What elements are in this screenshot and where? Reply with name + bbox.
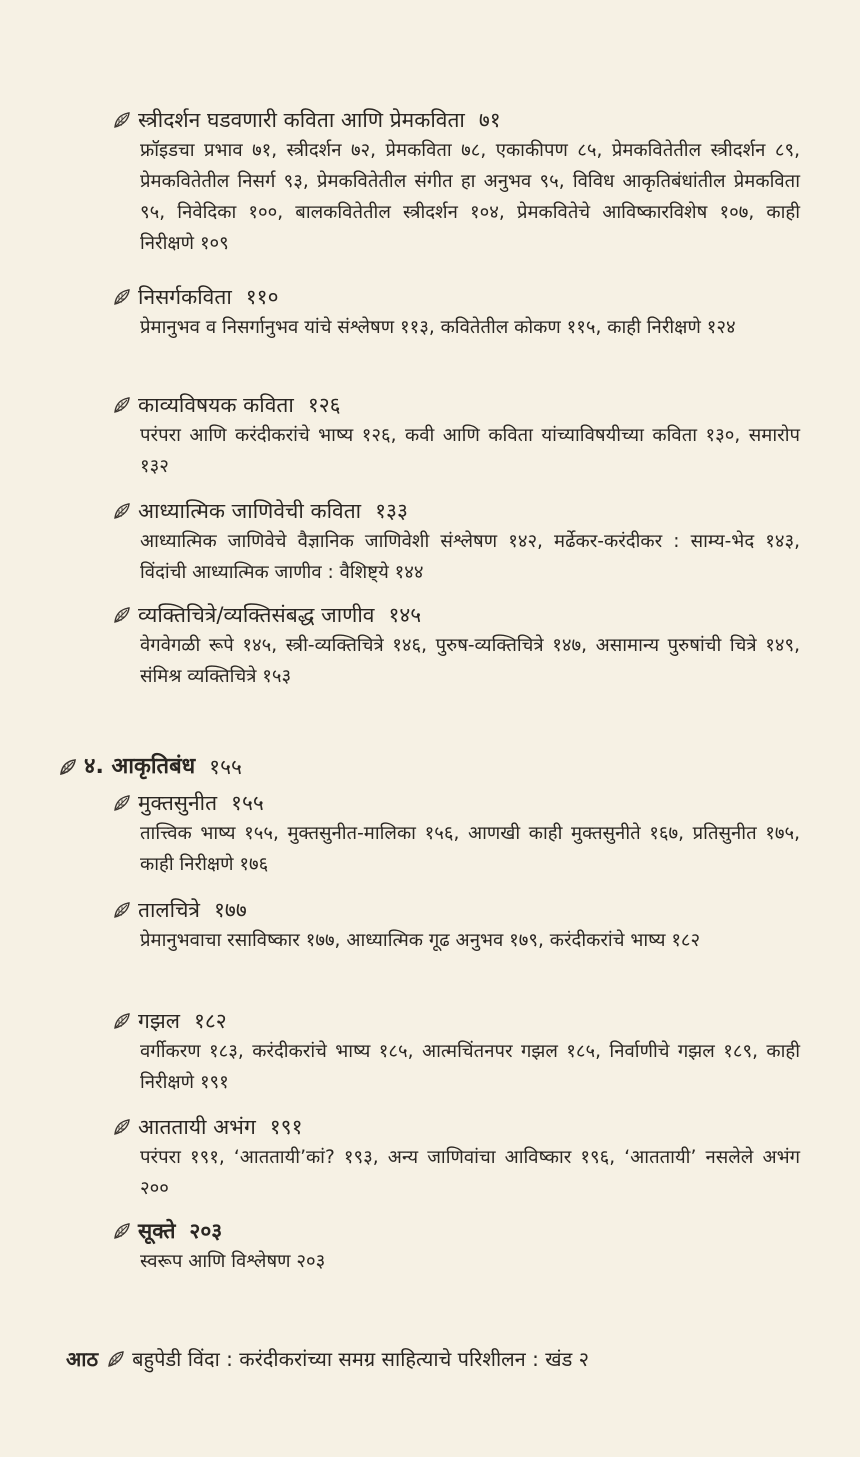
entry-title: आध्यात्मिक जाणिवेची कविता: [138, 499, 362, 523]
entry-heading: [112, 895, 812, 925]
entry-heading: [112, 496, 812, 526]
leaf-icon: [112, 287, 132, 307]
leaf-icon: [112, 900, 132, 920]
toc-entry: [112, 1112, 812, 1204]
entry-title: स्त्रीदर्शन घडवणारी कविता आणि प्रेमकविता: [138, 108, 465, 132]
entry-title: सूक्ते: [138, 1219, 176, 1243]
toc-entry: [112, 788, 812, 880]
entry-subtopics: वर्गीकरण १८३, करंदीकरांचे भाष्य १८५, आत्मचिंतनपर गझल १८५, निर्वाणीचे गझल १८९, काही निरीक्षणे १९१: [140, 1041, 800, 1093]
toc-entry: [112, 282, 812, 343]
leaf-icon: [58, 757, 78, 777]
entry-heading: [112, 1112, 812, 1142]
entry-heading: [112, 282, 812, 312]
entry-page-number: २०३: [189, 1219, 223, 1243]
leaf-icon: [112, 793, 132, 813]
entry-page-number: १५५: [231, 791, 264, 815]
leaf-icon: [112, 605, 132, 625]
entry-title: आततायी अभंग: [138, 1115, 256, 1139]
entry-subtopics: परंपरा १९१, ‘आततायी’कां? १९३, अन्य जाणिवांचा आविष्कार १९६, ‘आततायी’ नसलेले अभंग २००: [140, 1147, 800, 1199]
entry-title: निसर्गकविता: [138, 285, 232, 309]
entry-subtopics: परंपरा आणि करंदीकरांचे भाष्य १२६, कवी आणि कविता यांच्याविषयीच्या कविता १३०, समारोप १३२: [140, 425, 800, 477]
entry-title: मुक्तसुनीत: [138, 791, 218, 815]
entry-page-number: ११०: [245, 285, 279, 309]
entry-page-number: १९१: [269, 1115, 303, 1139]
entry-subtopics: फ्रॉइडचा प्रभाव ७१, स्त्रीदर्शन ७२, प्रेमकविता ७८, एकाकीपण ८५, प्रेमकवितेतील स्त्रीदर्शन ८९, प्रेमकवितेतील निसर्ग ९३, प्रेमकवितेतील संगीत हा अनुभव ९५, विविध आकृतिबंधांतील प्रेमकविता ९५, निवेदिका १००, बालकवितेतील स्त्रीदर्शन १०४, प्रेमकवितेचे आविष्कारविशेष १०७, काही निरीक्षणे १०९: [140, 140, 800, 254]
entry-page-number: १२६: [307, 393, 341, 417]
entry-subtopics: आध्यात्मिक जाणिवेचे वैज्ञानिक जाणिवेशी संश्लेषण १४२, मर्ढेकर-करंदीकर : साम्य-भेद १४३, विंदांची आध्यात्मिक जाणीव : वैशिष्ट्ये १४४: [140, 531, 800, 583]
toc-entry: [112, 496, 812, 588]
entry-title: गझल: [138, 1009, 180, 1033]
leaf-icon: [106, 1349, 126, 1369]
entry-subtopics: वेगवेगळी रूपे १४५, स्त्री-व्यक्तिचित्रे १४६, पुरुष-व्यक्तिचित्रे १४७, असामान्य पुरुषांची चित्रे १४९, संमिश्र व्यक्तिचित्रे १५३: [140, 635, 800, 687]
toc-entry: [112, 1006, 812, 1098]
toc-entry: [112, 600, 812, 692]
entry-subtopics: प्रेमानुभव व निसर्गानुभव यांचे संश्लेषण ११३, कवितेतील कोकण ११५, काही निरीक्षणे १२४: [140, 317, 736, 338]
entry-heading: [112, 600, 812, 630]
entry-subtopics: प्रेमानुभवाचा रसाविष्कार १७७, आध्यात्मिक गूढ अनुभव १७९, करंदीकरांचे भाष्य १८२: [140, 930, 701, 951]
leaf-icon: [112, 395, 132, 415]
entry-page-number: १३३: [375, 499, 408, 523]
entry-page-number: १७७: [214, 898, 247, 922]
entry-page-number: ७१: [478, 108, 501, 132]
entry-title: तालचित्रे: [138, 898, 201, 922]
leaf-icon: [112, 501, 132, 521]
toc-entry: [112, 105, 812, 259]
leaf-icon: [112, 1011, 132, 1031]
entry-title: काव्यविषयक कविता: [138, 393, 294, 417]
running-footer: [66, 1344, 589, 1374]
chapter-heading-line: [58, 752, 818, 782]
entry-heading: [112, 390, 812, 420]
leaf-icon: [112, 1221, 132, 1241]
entry-heading: [112, 105, 812, 135]
leaf-icon: [112, 1117, 132, 1137]
entry-title: व्यक्तिचित्रे/व्यक्तिसंबद्ध जाणीव: [138, 603, 375, 627]
chapter-title: ४. आकृतिबंध: [84, 754, 196, 779]
page-number: आठ: [66, 1347, 99, 1371]
toc-entry: [112, 1216, 812, 1277]
leaf-icon: [112, 110, 132, 130]
chapter-heading: [58, 752, 818, 782]
entry-heading: [112, 1006, 812, 1036]
entry-page-number: १४५: [388, 603, 422, 627]
entry-heading: [112, 788, 812, 818]
chapter-page-number: १५५: [209, 755, 242, 779]
toc-entry: [112, 895, 812, 956]
entry-heading: [112, 1216, 812, 1246]
book-title: बहुपेडी विंदा : करंदीकरांच्या समग्र साहित्याचे परिशीलन : खंड २: [132, 1347, 590, 1371]
entry-subtopics: तात्त्विक भाष्य १५५, मुक्तसुनीत-मालिका १५६, आणखी काही मुक्तसुनीते १६७, प्रतिसुनीत १७५, काही निरीक्षणे १७६: [140, 823, 800, 875]
entry-page-number: १८२: [193, 1009, 227, 1033]
entry-subtopics: स्वरूप आणि विश्लेषण २०३: [140, 1251, 326, 1272]
toc-entry: [112, 390, 812, 482]
